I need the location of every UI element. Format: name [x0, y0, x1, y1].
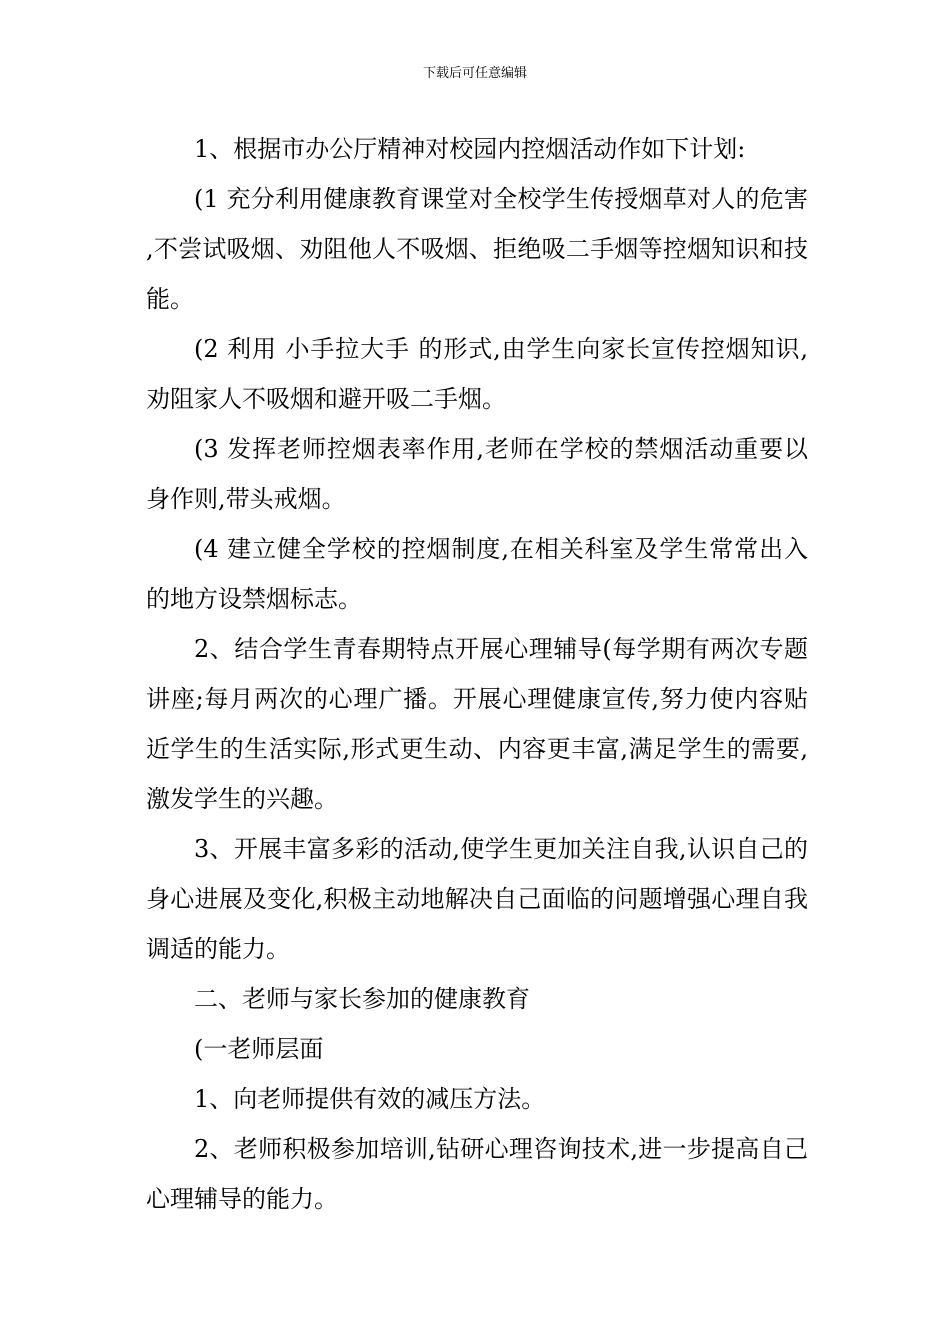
- header-note: 下载后可任意编辑: [422, 66, 527, 81]
- paragraph: (1 充分利用健康教育课堂对全校学生传授烟草对人的危害 ,不尝试吸烟、劝阻他人不吸烟、拒绝吸二手烟等控烟知识和技能。: [146, 185, 808, 313]
- document-body: [146, 124, 808, 1224]
- paragraph: (2 利用 小手拉大手 的形式,由学生向家长宣传控烟知识,劝阻家人不吸烟和避开吸二手烟。: [146, 335, 808, 413]
- paragraph: (3 发挥老师控烟表率作用,老师在学校的禁烟活动重要以身作则,带头戒烟。: [146, 435, 808, 513]
- paragraph: 3、开展丰富多彩的活动,使学生更加关注自我,认识自己的身心进展及变化,积极主动地解决自己面临的问题增强心理自我调适的能力。: [146, 835, 808, 963]
- subsection-heading: (一老师层面: [194, 1035, 324, 1063]
- paragraph: 2、结合学生青春期特点开展心理辅导(每学期有两次专题讲座;每月两次的心理广播。开展心理健康宣传,努力使内容贴近学生的生活实际,形式更生动、内容更丰富,满足学生的需要,激发学生的兴趣。: [146, 635, 808, 813]
- section-heading: 二、老师与家长参加的健康教育: [194, 985, 530, 1013]
- paragraph: 2、老师积极参加培训,钻研心理咨询技术,进一步提高自己心理辅导的能力。: [146, 1135, 808, 1213]
- paragraph: (4 建立健全学校的控烟制度,在相关科室及学生常常出入的地方设禁烟标志。: [146, 535, 808, 613]
- paragraph: 1、根据市办公厅精神对校园内控烟活动作如下计划:: [194, 135, 746, 163]
- paragraph: 1、向老师提供有效的减压方法。: [194, 1085, 546, 1113]
